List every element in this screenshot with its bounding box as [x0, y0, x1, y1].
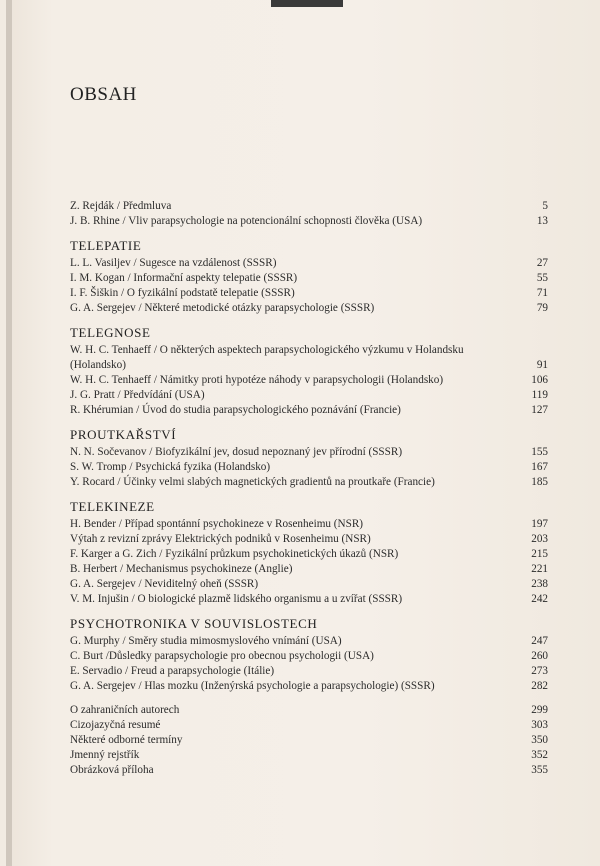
toc-entry [70, 301, 548, 316]
entry-title: Cizojazyčná resumé [70, 719, 161, 731]
toc-entry [70, 445, 548, 460]
entry-page-number: 119 [531, 389, 548, 401]
top-tape-strip [271, 0, 343, 7]
entry-title: I. M. Kogan / Informační aspekty telepatie (SSSR) [70, 272, 298, 284]
entry-title: G. A. Sergejev / Hlas mozku (Inženýrská psychologie a parapsychologie) (SSSR) [70, 680, 435, 692]
toc-section [70, 325, 548, 418]
toc-entry [70, 256, 548, 271]
section-heading: PROUTKAŘSTVÍ [70, 427, 177, 442]
entry-title: J. G. Pratt / Předvídání (USA) [70, 389, 205, 401]
toc-entry [70, 403, 548, 418]
toc-entry [70, 703, 548, 718]
toc-entry [70, 373, 548, 388]
entry-page-number: 221 [531, 563, 548, 575]
toc-section [70, 703, 548, 778]
entry-title: Některé odborné termíny [70, 734, 183, 746]
entry-page-number: 273 [531, 665, 548, 677]
entry-title: W. H. C. Tenhaeff / O některých aspektech parapsychologického výzkumu v Holandsku (Holandsko) [70, 344, 464, 371]
entry-page-number: 127 [531, 404, 548, 416]
entry-page-number: 350 [531, 734, 548, 746]
section-heading: TELEPATIE [70, 238, 142, 253]
toc-entry [70, 214, 548, 229]
toc-entry [70, 562, 548, 577]
entry-page-number: 155 [531, 446, 548, 458]
entry-page-number: 203 [531, 533, 548, 545]
section-heading: PSYCHOTRONIKA V SOUVISLOSTECH [70, 616, 318, 631]
entry-page-number: 27 [536, 257, 548, 269]
entry-page-number: 352 [531, 749, 548, 761]
entry-page-number: 215 [531, 548, 548, 560]
entry-title: Obrázková příloha [70, 764, 154, 776]
entry-title: N. N. Sočevanov / Biofyzikální jev, dosud nepoznaný jev přírodní (SSSR) [70, 446, 403, 458]
entry-page-number: 5 [542, 200, 548, 212]
entry-title: Jmenný rejstřík [70, 749, 140, 761]
entry-page-number: 197 [531, 518, 548, 530]
toc-entry [70, 343, 548, 373]
toc-entry [70, 577, 548, 592]
entry-page-number: 167 [531, 461, 548, 473]
toc-entry [70, 532, 548, 547]
entry-page-number: 282 [531, 680, 548, 692]
entry-page-number: 242 [531, 593, 548, 605]
toc-entry [70, 199, 548, 214]
toc-section [70, 427, 548, 490]
toc-entry [70, 634, 548, 649]
entry-page-number: 106 [531, 374, 548, 386]
toc-entry [70, 547, 548, 562]
entry-title: Y. Rocard / Účinky velmi slabých magnetických gradientů na proutkaře (Francie) [70, 476, 435, 488]
toc-entry [70, 460, 548, 475]
toc-entry [70, 718, 548, 733]
page-title: OBSAH [70, 84, 137, 105]
toc-entry [70, 475, 548, 490]
entry-title: Z. Rejdák / Předmluva [70, 200, 172, 212]
section-heading: TELEKINEZE [70, 499, 155, 514]
entry-title: C. Burt /Důsledky parapsychologie pro obecnou psychologii (USA) [70, 650, 374, 662]
entry-page-number: 79 [536, 302, 548, 314]
entry-page-number: 355 [531, 764, 548, 776]
toc-entry [70, 763, 548, 778]
entry-title: H. Bender / Případ spontánní psychokineze v Rosenheimu (NSR) [70, 518, 364, 530]
entry-title: B. Herbert / Mechanismus psychokineze (Anglie) [70, 563, 293, 575]
toc-entry [70, 592, 548, 607]
table-of-contents [70, 199, 548, 787]
book-page [6, 0, 600, 866]
toc-section [70, 499, 548, 607]
entry-page-number: 260 [531, 650, 548, 662]
entry-title: L. L. Vasiljev / Sugesce na vzdálenost (SSSR) [70, 257, 277, 269]
section-heading: TELEGNOSE [70, 325, 151, 340]
entry-title: W. H. C. Tenhaeff / Námitky proti hypotéze náhody v parapsychologii (Holandsko) [70, 374, 444, 386]
entry-page-number: 247 [531, 635, 548, 647]
entry-title: J. B. Rhine / Vliv parapsychologie na potencionální schopnosti člověka (USA) [70, 215, 423, 227]
entry-title: R. Khérumian / Úvod do studia parapsychologického poznávání (Francie) [70, 404, 401, 416]
toc-entry [70, 748, 548, 763]
toc-entry [70, 664, 548, 679]
entry-page-number: 13 [536, 215, 548, 227]
toc-entry [70, 517, 548, 532]
toc-entry [70, 679, 548, 694]
entry-title: V. M. Injušin / O biologické plazmě lidského organismu a u zvířat (SSSR) [70, 593, 403, 605]
toc-entry [70, 271, 548, 286]
entry-title: G. A. Sergejev / Neviditelný oheň (SSSR) [70, 578, 259, 590]
entry-page-number: 185 [531, 476, 548, 488]
entry-page-number: 71 [536, 287, 548, 299]
toc-section [70, 199, 548, 229]
entry-title: E. Servadio / Freud a parapsychologie (Itálie) [70, 665, 275, 677]
entry-page-number: 299 [531, 704, 548, 716]
entry-page-number: 55 [536, 272, 548, 284]
entry-title: O zahraničních autorech [70, 704, 180, 716]
toc-entry [70, 733, 548, 748]
entry-title: G. A. Sergejev / Některé metodické otázky parapsychologie (SSSR) [70, 302, 375, 314]
toc-entry [70, 388, 548, 403]
entry-title: I. F. Šiškin / O fyzikální podstatě telepatie (SSSR) [70, 287, 295, 299]
entry-title: S. W. Tromp / Psychická fyzika (Holandsko) [70, 461, 271, 473]
entry-title: F. Karger a G. Zich / Fyzikální průzkum psychokinetických úkazů (NSR) [70, 548, 399, 560]
toc-section [70, 238, 548, 316]
toc-entry [70, 286, 548, 301]
page-binding-edge [6, 0, 12, 866]
toc-section [70, 616, 548, 694]
entry-title: G. Murphy / Směry studia mimosmyslového vnímání (USA) [70, 635, 342, 647]
entry-page-number: 303 [531, 719, 548, 731]
entry-title: Výtah z revizní zprávy Elektrických podniků v Rosenheimu (NSR) [70, 533, 371, 545]
entry-page-number: 238 [531, 578, 548, 590]
toc-entry [70, 649, 548, 664]
entry-page-number: 91 [536, 359, 548, 371]
